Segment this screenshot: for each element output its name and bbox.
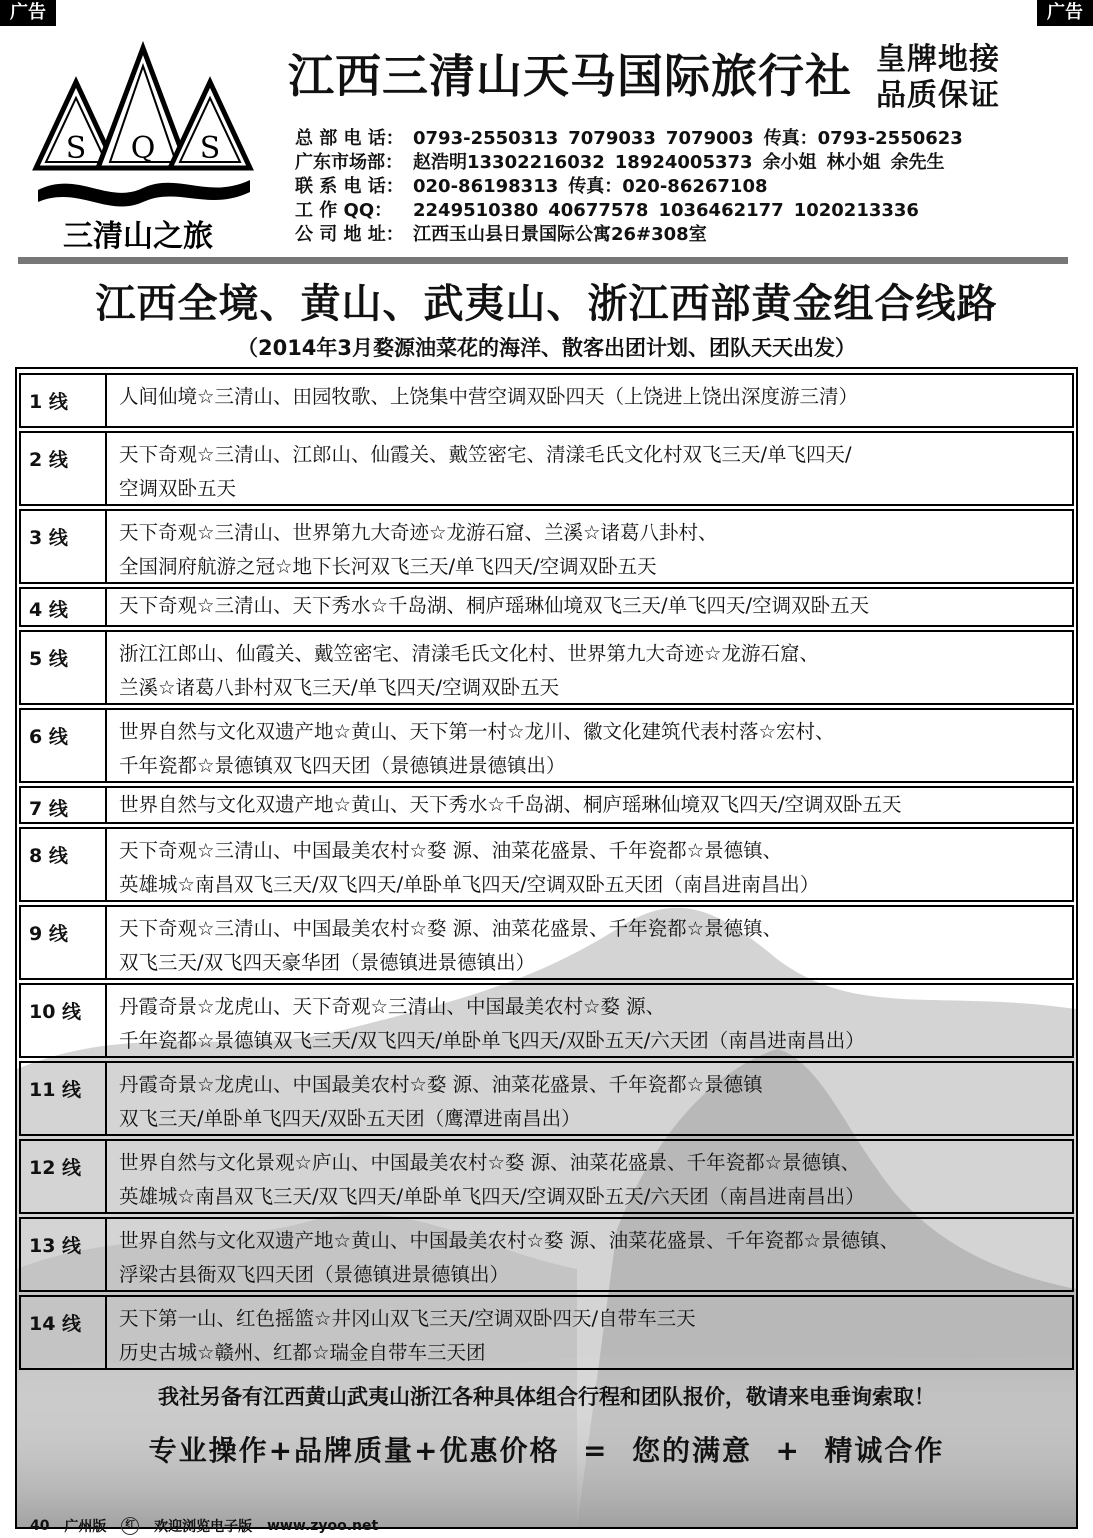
- contact-line: [295, 223, 1075, 247]
- route-line: 天下奇观☆三清山、中国最美农村☆婺 源、油菜花盛景、千年瓷都☆景德镇、: [119, 839, 783, 862]
- footer-url[interactable]: www.zyoo.net: [266, 1518, 379, 1534]
- subheadline: （2014年3月婺源油菜花的海洋、散客出团计划、团队天天出发）: [236, 336, 857, 360]
- slogan-line: 皇牌地接: [876, 42, 1000, 77]
- route-line: 英雄城☆南昌双飞三天/双飞四天/单卧单飞四天/空调双卧五天团（南昌进南昌出）: [119, 873, 820, 896]
- logo-letter: Q: [130, 131, 156, 166]
- logo-letter: S: [65, 131, 87, 166]
- route-number: 4 线: [21, 589, 107, 625]
- route-description: [107, 433, 1072, 504]
- route-description: [107, 1219, 1072, 1290]
- route-row: [19, 587, 1074, 627]
- contact-value: 7079003: [665, 128, 754, 149]
- route-description: [107, 632, 1072, 703]
- route-description: [107, 788, 1072, 822]
- headline: 江西全境、黄山、武夷山、浙江西部黄金组合线路: [95, 281, 998, 327]
- route-line: 丹霞奇景☆龙虎山、中国最美农村☆婺 源、油菜花盛景、千年瓷都☆景德镇: [119, 1073, 763, 1096]
- route-number: 6 线: [21, 710, 107, 781]
- ad-label-right: 广告: [1037, 0, 1093, 26]
- route-line: 浮梁古县衙双飞四天团（景德镇进景德镇出）: [119, 1263, 510, 1286]
- route-description: [107, 511, 1072, 582]
- header-slogan: [876, 42, 1000, 114]
- circle-logo-icon: 红: [121, 1517, 139, 1535]
- contact-value: 020-86198313: [413, 176, 559, 197]
- route-description: [107, 589, 1072, 625]
- logo-caption: 三清山之旅: [63, 219, 213, 254]
- route-line: 全国洞府航游之冠☆地下长河双飞三天/单飞四天/空调双卧五天: [119, 555, 657, 578]
- wave-icon: [38, 180, 250, 207]
- contact-value: 7079033: [568, 128, 656, 149]
- route-line: 天下奇观☆三清山、天下秀水☆千岛湖、桐庐瑶琳仙境双飞三天/单飞四天/空调双卧五天: [119, 594, 870, 617]
- route-row: [19, 1217, 1074, 1292]
- contact-label: 公 司 地 址：: [295, 224, 404, 245]
- route-number: 10 线: [21, 985, 107, 1056]
- contact-value: 余小姐: [762, 152, 817, 173]
- contact-label: 工 作 QQ：: [295, 200, 393, 221]
- route-row: [19, 373, 1074, 428]
- route-line: 双飞三天/单卧单飞四天/双卧五天团（鹰潭进南昌出）: [119, 1107, 581, 1130]
- route-number: 7 线: [21, 788, 107, 822]
- contact-value: 传真：020-86267108: [568, 176, 768, 197]
- route-row: [19, 630, 1074, 705]
- contact-value: 1036462177: [658, 200, 784, 221]
- route-number: 8 线: [21, 829, 107, 900]
- route-number: 14 线: [21, 1297, 107, 1368]
- route-number: 13 线: [21, 1219, 107, 1290]
- route-list: [19, 373, 1074, 1373]
- route-description: [107, 375, 1072, 426]
- route-line: 英雄城☆南昌双飞三天/双飞四天/单卧单飞四天/空调双卧五天/六天团（南昌进南昌出）: [119, 1185, 865, 1208]
- contact-value: 传真：0793-2550623: [763, 128, 963, 149]
- contact-value: 余先生: [890, 152, 945, 173]
- contact-value: 江西玉山县日景国际公寓26#308室: [413, 224, 707, 245]
- contact-value: 赵浩明13302216032: [413, 152, 605, 173]
- route-row: [19, 1295, 1074, 1370]
- route-line: 千年瓷都☆景德镇双飞四天团（景德镇进景德镇出）: [119, 754, 566, 777]
- route-number: 2 线: [21, 433, 107, 504]
- route-row: [19, 1139, 1074, 1214]
- footer-slogan: 专业操作+品牌质量+优惠价格 = 您的满意 + 精诚合作: [148, 1434, 945, 1467]
- contact-value: 40677578: [548, 200, 649, 221]
- contact-value: 0793-2550313: [413, 128, 559, 149]
- contact-line: [295, 175, 1075, 199]
- contact-label: 联 系 电 话：: [295, 176, 404, 197]
- route-number: 11 线: [21, 1063, 107, 1134]
- route-row: [19, 509, 1074, 584]
- route-description: [107, 1141, 1072, 1212]
- contact-value: 林小姐: [826, 152, 881, 173]
- contact-line: [295, 199, 1075, 223]
- logo-letter: S: [199, 131, 221, 166]
- company-name: 江西三清山天马国际旅行社: [288, 49, 852, 103]
- route-number: 1 线: [21, 375, 107, 426]
- header-divider: [18, 257, 1068, 264]
- route-description: [107, 829, 1072, 900]
- contact-value: 18924005373: [614, 152, 753, 173]
- contact-info: [295, 127, 1075, 247]
- page-number: 40: [30, 1518, 50, 1534]
- route-number: 9 线: [21, 907, 107, 978]
- route-line: 千年瓷都☆景德镇双飞三天/双飞四天/单卧单飞四天/双卧五天/六天团（南昌进南昌出）: [119, 1029, 865, 1052]
- slogan-line: 品质保证: [876, 78, 1000, 113]
- route-number: 12 线: [21, 1141, 107, 1212]
- contact-label: 总 部 电 话：: [295, 128, 404, 149]
- route-line: 天下奇观☆三清山、中国最美农村☆婺 源、油菜花盛景、千年瓷都☆景德镇、: [119, 917, 783, 940]
- route-description: [107, 710, 1072, 781]
- route-line: 天下第一山、红色摇篮☆井冈山双飞三天/空调双卧四天/自带车三天: [119, 1307, 696, 1330]
- contact-line: [295, 127, 1075, 151]
- route-line: 历史古城☆赣州、红都☆瑞金自带车三天团: [119, 1341, 486, 1364]
- route-number: 5 线: [21, 632, 107, 703]
- route-line: 人间仙境☆三清山、田园牧歌、上饶集中营空调双卧四天（上饶进上饶出深度游三清）: [119, 385, 858, 408]
- route-line: 世界自然与文化双遗产地☆黄山、天下第一村☆龙川、徽文化建筑代表村落☆宏村、: [119, 720, 835, 743]
- ad-label-left: 广告: [0, 0, 56, 26]
- route-row: [19, 431, 1074, 506]
- route-description: [107, 907, 1072, 978]
- route-number: 3 线: [21, 511, 107, 582]
- route-row: [19, 708, 1074, 783]
- contact-label: 广东市场部：: [295, 152, 403, 173]
- edition-label: 广州版: [64, 1519, 107, 1535]
- route-line: 双飞三天/双飞四天豪华团（景德镇进景德镇出）: [119, 951, 536, 974]
- footer-text: 欢迎浏览电子版: [154, 1519, 253, 1535]
- contact-value: 1020213336: [793, 200, 919, 221]
- route-row: [19, 905, 1074, 980]
- route-line: 世界自然与文化双遗产地☆黄山、中国最美农村☆婺 源、油菜花盛景、千年瓷都☆景德镇、: [119, 1229, 900, 1252]
- route-line: 世界自然与文化景观☆庐山、中国最美农村☆婺 源、油菜花盛景、千年瓷都☆景德镇、: [119, 1151, 861, 1174]
- route-line: 天下奇观☆三清山、世界第九大奇迹☆龙游石窟、兰溪☆诸葛八卦村、: [119, 521, 718, 544]
- route-line: 空调双卧五天: [119, 477, 237, 500]
- route-row: [19, 1061, 1074, 1136]
- route-row: [19, 983, 1074, 1058]
- route-description: [107, 1063, 1072, 1134]
- contact-value: 2249510380: [413, 200, 539, 221]
- route-row: [19, 786, 1074, 824]
- mountains-icon: [28, 40, 258, 255]
- route-line: 丹霞奇景☆龙虎山、天下奇观☆三清山、中国最美农村☆婺 源、: [119, 995, 666, 1018]
- footer-note: 我社另备有江西黄山武夷山浙江各种具体组合行程和团队报价，敬请来电垂询索取！: [158, 1385, 935, 1409]
- route-description: [107, 985, 1072, 1056]
- page-footer: [30, 1516, 388, 1536]
- route-line: 浙江江郎山、仙霞关、戴笠密宅、清漾毛氏文化村、世界第九大奇迹☆龙游石窟、: [119, 642, 819, 665]
- route-line: 天下奇观☆三清山、江郎山、仙霞关、戴笠密宅、清漾毛氏文化村双飞三天/单飞四天/: [119, 443, 852, 466]
- route-description: [107, 1297, 1072, 1368]
- route-table: [15, 367, 1078, 1529]
- route-row: [19, 827, 1074, 902]
- company-logo: [28, 40, 258, 255]
- contact-line: [295, 151, 1075, 175]
- route-line: 兰溪☆诸葛八卦村双飞三天/单飞四天/空调双卧五天: [119, 676, 560, 699]
- route-line: 世界自然与文化双遗产地☆黄山、天下秀水☆千岛湖、桐庐瑶琳仙境双飞四天/空调双卧五天: [119, 793, 902, 816]
